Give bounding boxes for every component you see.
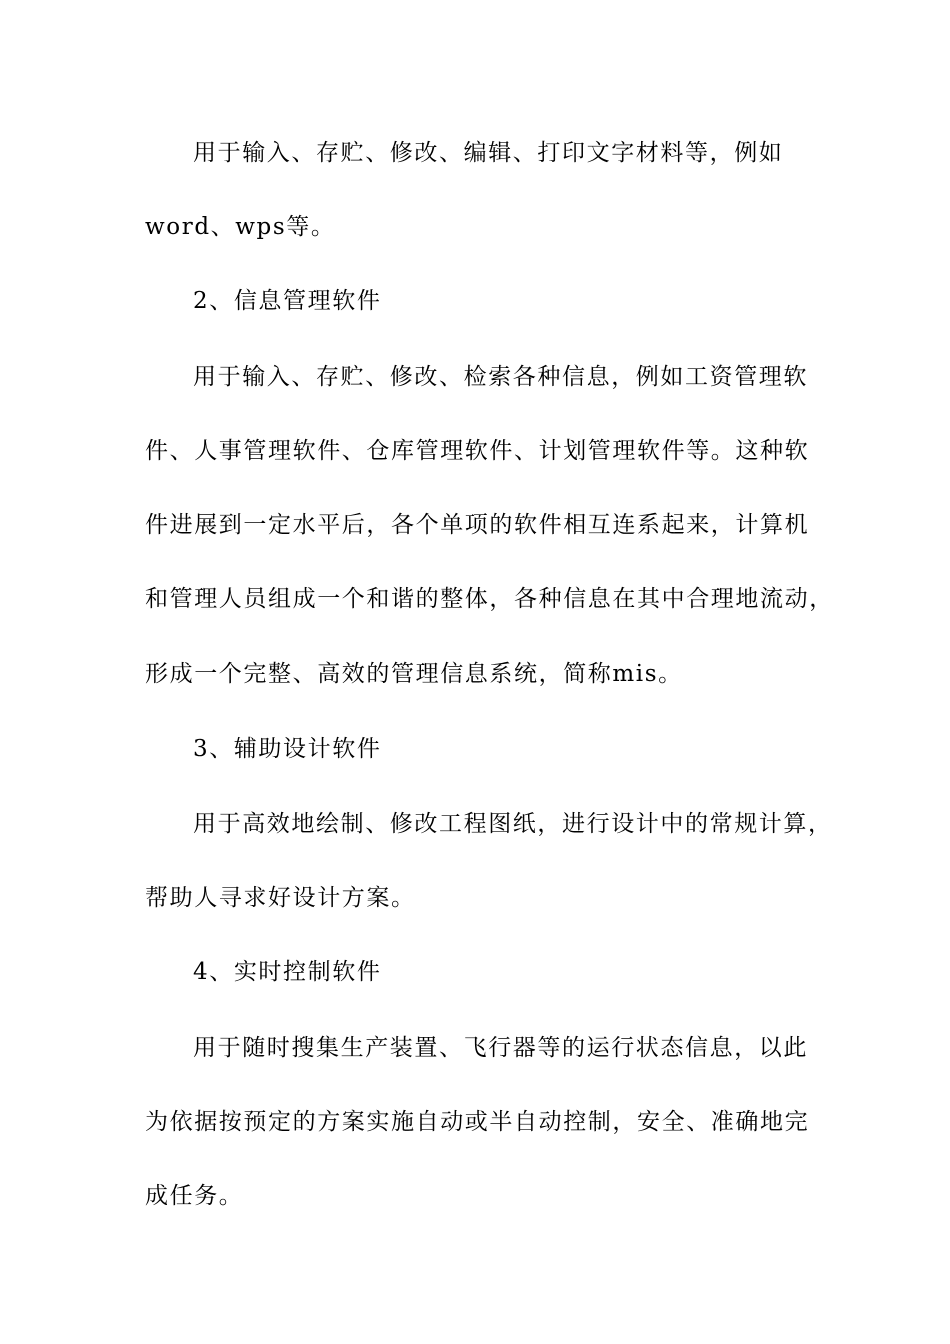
paragraph-line: 用于高效地绘制、修改工程图纸，进行设计中的常规计算，: [193, 811, 833, 837]
paragraph-line: word、wps等。: [145, 214, 336, 240]
paragraph-line: 形成一个完整、高效的管理信息系统，简称mis。: [145, 661, 683, 687]
paragraph-line: 用于输入、存贮、修改、检索各种信息，例如工资管理软: [193, 364, 808, 390]
paragraph-line: 为依据按预定的方案实施自动或半自动控制，安全、准确地完: [145, 1109, 810, 1135]
paragraph-line: 件、人事管理软件、仓库管理软件、计划管理软件等。这种软: [145, 438, 810, 464]
paragraph-line: 帮助人寻求好设计方案。: [145, 885, 416, 911]
paragraph-line: 件进展到一定水平后，各个单项的软件相互连系起来，计算机: [145, 512, 810, 538]
paragraph-line: 和管理人员组成一个和谐的整体，各种信息在其中合理地流动，: [145, 586, 834, 612]
section-heading: 3、辅助设计软件: [193, 736, 382, 762]
paragraph-line: 用于输入、存贮、修改、编辑、打印文字材料等，例如: [193, 140, 784, 166]
paragraph-line: 用于随时搜集生产装置、飞行器等的运行状态信息，以此: [193, 1035, 808, 1061]
section-heading: 4、实时控制软件: [193, 959, 382, 985]
paragraph-line: 成任务。: [145, 1183, 244, 1209]
section-heading: 2、信息管理软件: [193, 288, 382, 314]
